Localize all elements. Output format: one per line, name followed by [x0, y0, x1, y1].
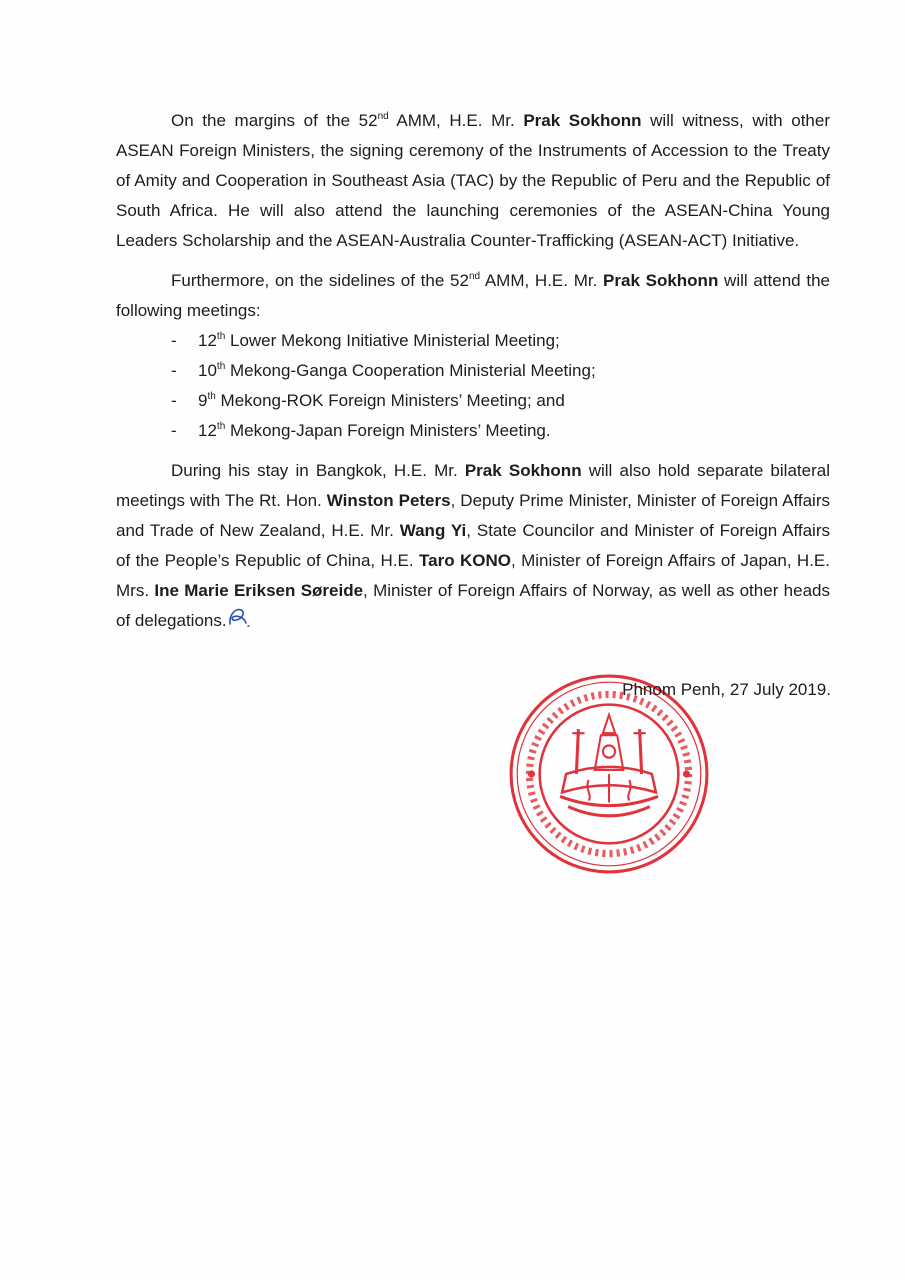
bullet-dash: - [171, 361, 177, 380]
meeting-title: Mekong-Japan Foreign Ministers’ Meeting. [225, 421, 551, 440]
meeting-item [116, 386, 830, 416]
bullet-dash: - [171, 391, 177, 410]
meeting-number: 12 [198, 421, 217, 440]
p3-text-5: , Minister of Foreign Affairs of Japan, H.E. Mrs. [116, 551, 830, 600]
meeting-number: 9 [198, 391, 208, 410]
p1-text-2: AMM, H.E. Mr. [388, 111, 524, 130]
meeting-ordinal: th [216, 361, 226, 372]
meeting-title: Mekong-ROK Foreign Ministers’ Meeting; and [215, 391, 565, 410]
p1-minister-name: Prak Sokhonn [523, 111, 642, 130]
meeting-number: 10 [198, 361, 217, 380]
p3-text-4: , State Councilor and Minister of Foreign Affairs of the People’s Republic of China, H.E. [116, 521, 830, 570]
p3-name-winston-peters: Winston Peters [326, 491, 451, 510]
p1-text-1: On the margins of the 52 [171, 111, 378, 130]
p2-minister-name: Prak Sokhonn [603, 271, 719, 290]
p3-text-6: , Minister of Foreign Affairs of Norway, as well as other heads of delegations. [116, 581, 830, 630]
bullet-dash: - [171, 331, 177, 350]
p3-text-3: , Deputy Prime Minister, Minister of Foreign Affairs and Trade of New Zealand, H.E. Mr. [116, 491, 830, 540]
meeting-ordinal: th [216, 331, 226, 342]
p3-name-ine-soreide: Ine Marie Eriksen Søreide [154, 581, 364, 600]
meeting-ordinal: th [216, 421, 226, 432]
meeting-item [116, 416, 830, 446]
p3-name-prak-sokhonn: Prak Sokhonn [464, 461, 582, 480]
paragraph-sideline-meetings [116, 266, 830, 326]
meeting-item [116, 356, 830, 386]
meeting-ordinal: th [207, 391, 216, 402]
official-seal-icon [507, 672, 711, 876]
p3-name-taro-kono: Taro KONO [419, 551, 511, 570]
meetings-list [116, 326, 830, 446]
p2-text-1: Furthermore, on the sidelines of the 52 [171, 271, 469, 290]
paragraph-bilateral-meetings [116, 456, 830, 636]
p2-ordinal: nd [468, 271, 481, 282]
handwritten-initial-icon [227, 607, 253, 629]
p2-text-2: AMM, H.E. Mr. [480, 271, 604, 290]
p2-text-3: will attend the following meetings: [116, 271, 830, 320]
meeting-item [116, 326, 830, 356]
bullet-dash: - [171, 421, 177, 440]
dateline: Phnom Penh, 27 July 2019. [622, 680, 831, 699]
meeting-number: 12 [198, 331, 217, 350]
meeting-title: Lower Mekong Initiative Ministerial Meeting; [225, 331, 560, 350]
p1-text-3: will witness, with other ASEAN Foreign Ministers, the signing ceremony of the Instruments of Accession to the Treaty of Amity and Cooperation in Southeast Asia (TAC) by the Republic of Peru and the Republic of South Africa. He will also attend the launching ceremonies of the ASEAN-China Young Leaders Scholarship and the ASEAN-Australia Counter-Trafficking (ASEAN-ACT) Initiative. [116, 111, 830, 250]
letter-body [116, 106, 830, 636]
p1-ordinal: nd [377, 111, 389, 122]
p3-text-1: During his stay in Bangkok, H.E. Mr. [171, 461, 465, 480]
paragraph-signing-ceremony [116, 106, 830, 256]
p3-text-2: will also hold separate bilateral meetings with The Rt. Hon. [116, 461, 830, 510]
p3-name-wang-yi: Wang Yi [399, 521, 467, 540]
meeting-title: Mekong-Ganga Cooperation Ministerial Meeting; [225, 361, 596, 380]
